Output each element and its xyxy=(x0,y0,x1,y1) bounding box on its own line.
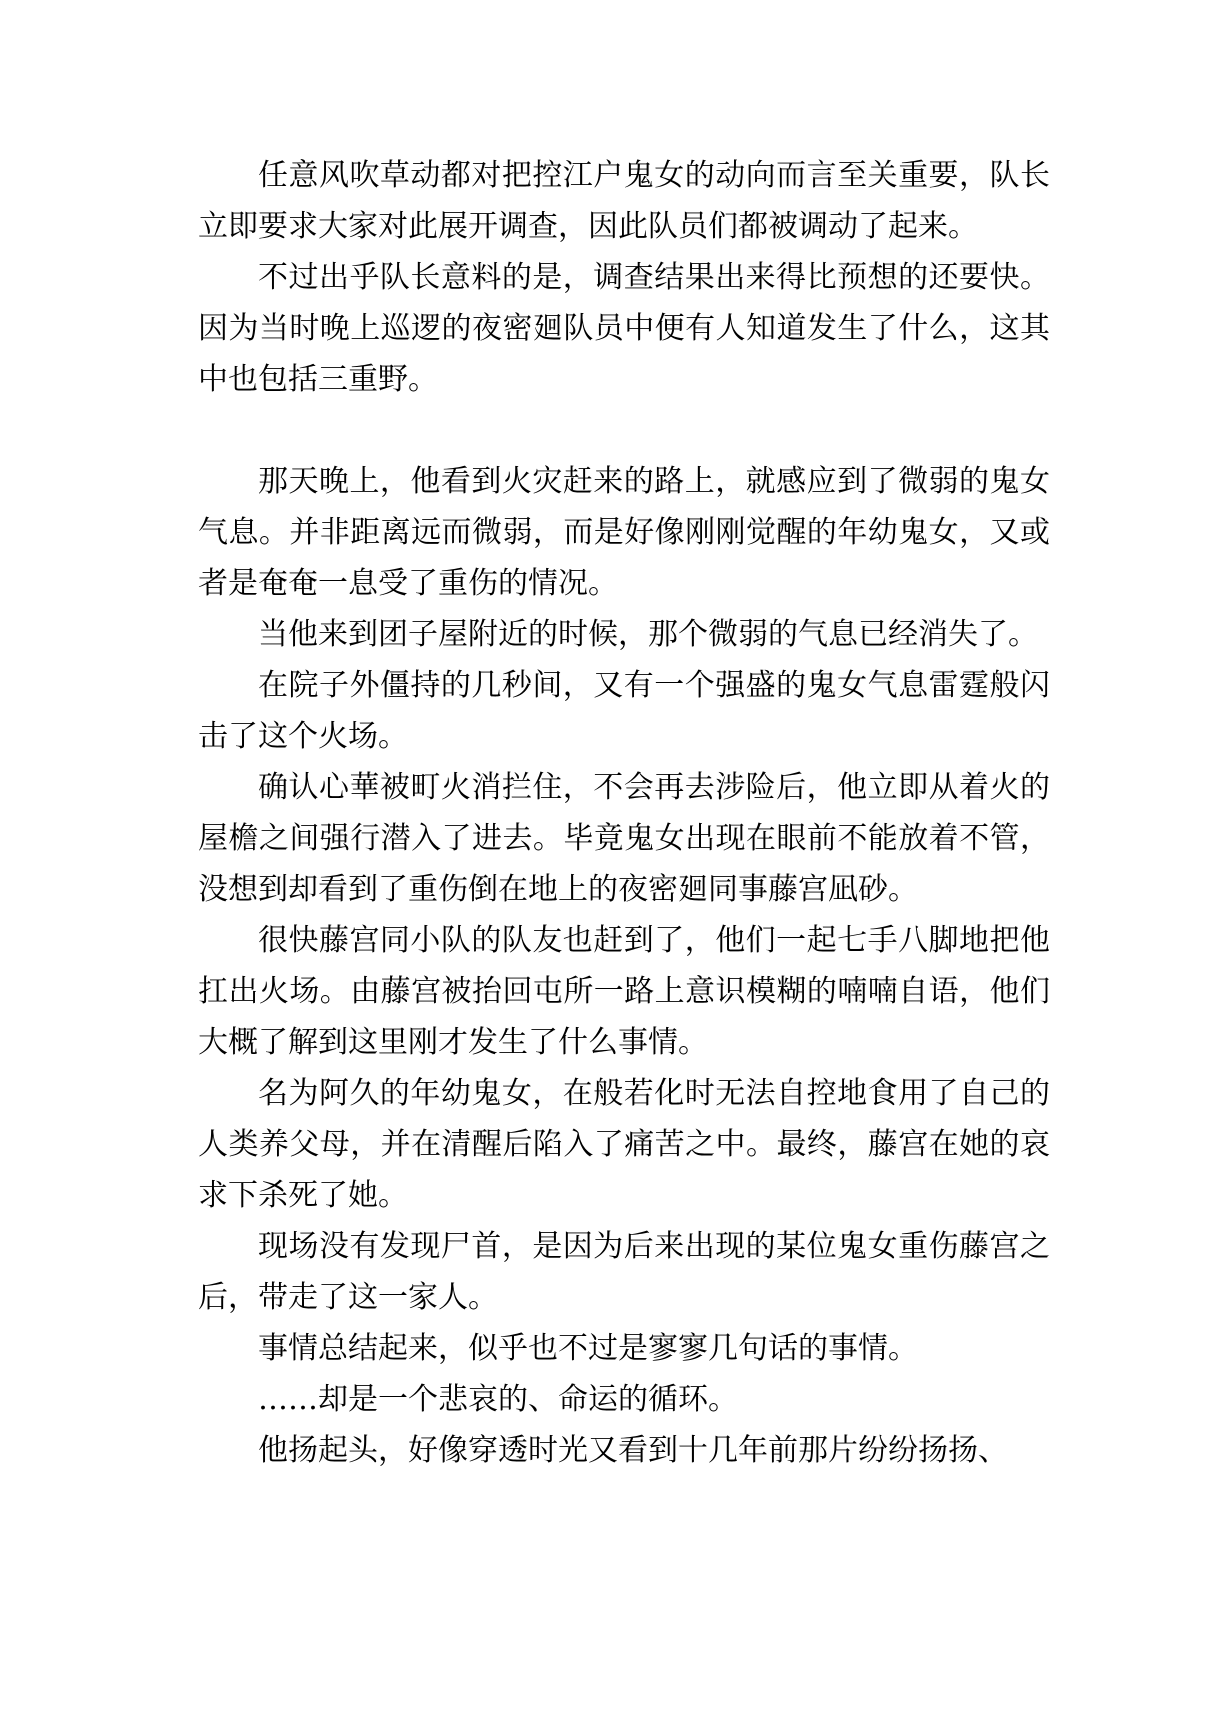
paragraph-7: 很快藤宫同小队的队友也赶到了，他们一起七手八脚地把他扛出火场。由藤宫被抬回屯所一路上意识模糊的喃喃自语，他们大概了解到这里刚才发生了什么事情。 xyxy=(198,923,1050,1060)
paragraph-5: 在院子外僵持的几秒间，又有一个强盛的鬼女气息雷霆般闪击了这个火场。 xyxy=(198,668,1050,754)
paragraph-6: 确认心華被町火消拦住，不会再去涉险后，他立即从着火的屋檐之间强行潜入了进去。毕竟鬼女出现在眼前不能放着不管，没想到却看到了重伤倒在地上的夜密廻同事藤宫凪砂。 xyxy=(198,770,1050,907)
paragraph-12: 他扬起头，好像穿透时光又看到十几年前那片纷纷扬扬、 xyxy=(258,1433,1008,1468)
paragraph-3: 那天晚上，他看到火灾赶来的路上，就感应到了微弱的鬼女气息。并非距离远而微弱，而是好像刚刚觉醒的年幼鬼女，又或者是奄奄一息受了重伤的情况。 xyxy=(198,464,1050,601)
paragraph-11: ……却是一个悲哀的、命运的循环。 xyxy=(258,1382,738,1417)
paragraph-8: 名为阿久的年幼鬼女，在般若化时无法自控地食用了自己的人类养父母，并在清醒后陷入了痛苦之中。最终，藤宫在她的哀求下杀死了她。 xyxy=(198,1076,1050,1213)
paragraph-4: 当他来到团子屋附近的时候，那个微弱的气息已经消失了。 xyxy=(258,617,1038,652)
paragraph-1: 任意风吹草动都对把控江户鬼女的动向而言至关重要，队长立即要求大家对此展开调查，因此队员们都被调动了起来。 xyxy=(198,158,1050,244)
text-body xyxy=(198,150,1050,1476)
paragraph-10: 事情总结起来，似乎也不过是寥寥几句话的事情。 xyxy=(258,1331,918,1366)
section-break xyxy=(198,405,1050,456)
paragraph-9: 现场没有发现尸首，是因为后来出现的某位鬼女重伤藤宫之后，带走了这一家人。 xyxy=(198,1229,1050,1315)
paragraph-2: 不过出乎队长意料的是，调查结果出来得比预想的还要快。因为当时晚上巡逻的夜密廻队员中便有人知道发生了什么，这其中也包括三重野。 xyxy=(198,260,1050,397)
